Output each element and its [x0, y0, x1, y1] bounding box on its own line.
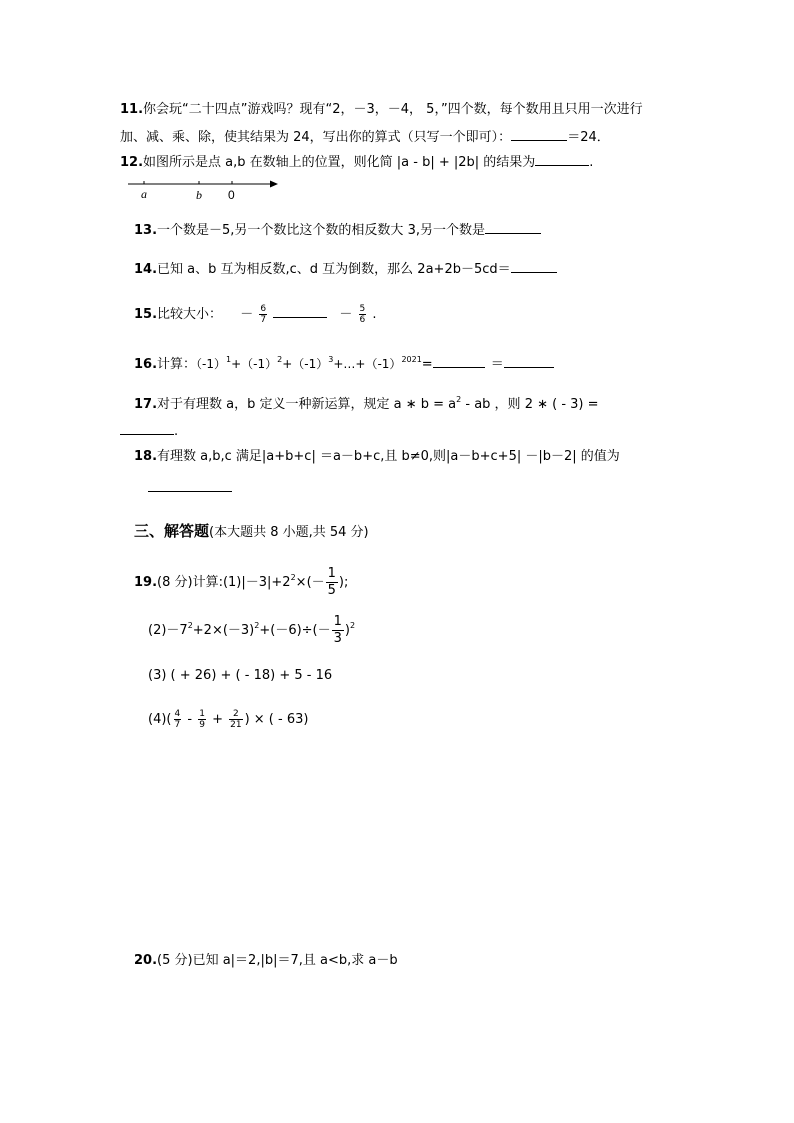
denominator: 5: [327, 583, 336, 598]
exponent: 2: [290, 573, 296, 582]
denominator: 7: [260, 315, 267, 325]
operator: -: [183, 712, 197, 727]
question-number: 18.: [134, 449, 158, 464]
term: +…+（-1）: [333, 357, 402, 371]
question-text: (8 分)计算:(1)|－3|+2: [157, 575, 291, 590]
minus-sign: －: [240, 307, 254, 322]
answer-blank[interactable]: [433, 353, 485, 368]
term: （-1）: [196, 357, 227, 371]
question-16: [134, 353, 554, 374]
question-number: 14.: [134, 262, 158, 277]
exponent: 1: [226, 355, 232, 364]
question-text-tail: ＝24．: [567, 130, 610, 145]
equals-sign: ＝: [490, 357, 504, 372]
numerator: 5: [359, 304, 366, 314]
question-text: 已知 a、b 互为相反数,c、d 互为倒数，那么 2a+2b－5cd＝: [157, 262, 511, 277]
term: +（-1）: [282, 357, 329, 371]
question-text: );: [338, 575, 349, 590]
expression: +(－6)÷(－: [259, 623, 331, 638]
answer-blank[interactable]: [504, 353, 554, 368]
question-17-answer-line: [120, 420, 178, 441]
fraction-one-ninth: [198, 709, 206, 730]
fraction-six-sevenths: [259, 304, 267, 325]
fraction-one-fifth: [326, 566, 338, 599]
question-number: 19.: [134, 575, 158, 590]
equals-sign: =: [421, 357, 433, 372]
answer-blank[interactable]: [273, 303, 327, 318]
denominator: 6: [359, 315, 366, 325]
section-heading: [134, 522, 369, 542]
term: +（-1）: [231, 357, 278, 371]
question-15: [134, 303, 377, 325]
arrow-right-icon: [270, 181, 278, 188]
exponent: 2: [254, 621, 260, 630]
question-number: 20.: [134, 953, 158, 968]
question-label: 计算：: [157, 357, 197, 372]
question-17: [134, 396, 599, 414]
denominator: 7: [174, 720, 181, 730]
question-14: [134, 258, 557, 279]
answer-blank[interactable]: [120, 420, 174, 435]
minus-sign: －: [339, 307, 353, 322]
exponent: 2: [187, 621, 193, 630]
question-text: (5 分)已知 a|＝2,|b|＝7,且 a<b,求 a－b: [157, 953, 398, 968]
period: .: [372, 307, 377, 322]
fraction-one-third: [332, 614, 344, 647]
label-b: b: [196, 188, 202, 202]
question-20: [134, 952, 398, 970]
question-text: 如图所示是点 a,b 在数轴上的位置，则化简 |a - b| + |2b| 的结果为: [143, 155, 536, 170]
question-19-part-2: [148, 614, 355, 648]
question-13: [134, 219, 541, 240]
answer-blank[interactable]: [535, 151, 589, 166]
question-text: 比较大小：: [157, 307, 223, 322]
period: .: [589, 155, 594, 170]
answer-blank[interactable]: [511, 258, 557, 273]
question-text: 一个数是－5,另一个数比这个数的相反数大 3,另一个数是: [157, 223, 485, 238]
label-a: a: [141, 187, 147, 201]
denominator: 21: [230, 720, 242, 730]
label-zero: 0: [228, 188, 235, 202]
question-text: 加、减、乘、除，使其结果为 24，写出你的算式（只写一个即可）：: [120, 130, 512, 145]
expression: +2×(－3): [192, 623, 255, 638]
expression: (3) ( + 26) + ( - 18) + 5 - 16: [148, 668, 333, 683]
operator: +: [207, 712, 228, 727]
question-number: 12.: [120, 155, 144, 170]
question-19-part-1: [134, 566, 348, 600]
question-text: 你会玩“二十四点”游戏吗？现有“2，－3，－4， 5，”四个数，每个数用且只用一次进行: [143, 102, 643, 117]
question-text: ×(－: [295, 575, 325, 590]
answer-blank[interactable]: [485, 219, 541, 234]
expression: (4)(: [148, 712, 172, 727]
numerator: 6: [260, 304, 267, 314]
exponent: 2: [277, 355, 283, 364]
question-11-line-2: [120, 126, 610, 147]
exponent: 3: [328, 355, 334, 364]
question-number: 15.: [134, 307, 158, 322]
question-number: 11.: [120, 102, 144, 117]
expression: ): [344, 623, 350, 638]
denominator: 9: [199, 720, 205, 730]
period: .: [174, 424, 179, 439]
question-number: 16.: [134, 357, 158, 372]
numerator: 4: [174, 709, 181, 719]
question-number: 13.: [134, 223, 158, 238]
numerator: 1: [199, 709, 205, 719]
section-note: (本大题共 8 小题,共 54 分): [209, 525, 369, 540]
denominator: 3: [333, 631, 342, 646]
fraction-two-twentyfirsts: [229, 709, 242, 730]
question-text: 有理数 a,b,c 满足|a+b+c| ＝a－b+c,且 b≠0,则|a－b+c+5| －|b－2| 的值为: [157, 449, 620, 464]
exponent: 2: [350, 621, 356, 630]
answer-blank[interactable]: [511, 126, 567, 141]
question-12: [120, 151, 593, 172]
question-text: - ab ，则 2 ∗ ( - 3) =: [461, 397, 599, 412]
number-line-figure: [126, 176, 282, 202]
expression: ) × ( - 63): [244, 712, 309, 727]
fraction-five-sixths: [359, 304, 367, 325]
question-11-line-1: [120, 101, 643, 119]
expression: (2)－7: [148, 623, 188, 638]
question-19-part-3: [148, 667, 332, 685]
exponent: 2021: [401, 355, 422, 364]
numerator: 1: [327, 566, 336, 581]
question-19-part-4: [148, 707, 308, 733]
question-text: 对于有理数 a，b 定义一种新运算，规定 a ∗ b = a: [157, 397, 457, 412]
exponent: 2: [456, 395, 462, 404]
answer-blank[interactable]: [148, 491, 232, 492]
question-number: 17.: [134, 397, 158, 412]
fraction-four-sevenths: [174, 709, 182, 730]
question-18: [134, 448, 620, 466]
numerator: 2: [229, 709, 242, 720]
section-title: 三、解答题: [134, 522, 210, 540]
numerator: 1: [333, 614, 342, 629]
